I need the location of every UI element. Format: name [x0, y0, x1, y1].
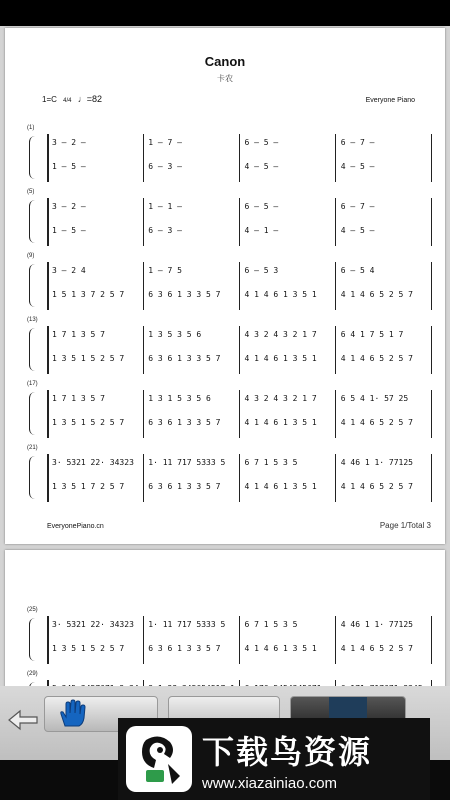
score-title: Canon: [204, 54, 246, 69]
measure-notes: 1 – 5 –: [52, 162, 86, 171]
composer-label: Everyone Piano: [365, 97, 415, 104]
measure-notes: 4 1 4 6 5 2 5 7: [340, 482, 413, 491]
measure-notes: 6 7 1 5 3 5: [244, 458, 298, 467]
measure-notes: 1 3 5 3 5 6: [148, 330, 202, 339]
bird-logo-icon: [124, 724, 194, 794]
score-system: [27, 607, 437, 664]
score-viewer[interactable]: [0, 26, 450, 686]
measure-notes: 6 – 5 4: [340, 266, 375, 275]
measure-notes: 6 4 1 7 5 1 7: [340, 330, 404, 339]
measure-notes: 6 – 5 –: [244, 202, 279, 211]
staff-brace: [29, 456, 36, 499]
measure-notes: 4 1 4 6 1 3 5 1: [244, 482, 317, 491]
measure-notes: 1 – 7 –: [148, 138, 182, 147]
time-signature: 4/4: [63, 98, 72, 104]
measure-notes: 6 – 7 –: [340, 138, 375, 147]
measure-notes: 6 3 6 1 3 3 5 7: [148, 290, 221, 299]
measure-notes: 4 1 4 6 5 2 5 7: [340, 354, 413, 363]
lower-staff-row: [47, 644, 432, 658]
hand-icon: [57, 700, 87, 733]
staff-brace: [29, 618, 36, 661]
measure-notes: 6 3 6 1 3 3 5 7: [148, 482, 221, 491]
measure-notes: 4 46 1 1· 77125: [340, 620, 413, 629]
measure-notes: 4 1 4 6 5 2 5 7: [340, 644, 413, 653]
score-system: [27, 381, 437, 438]
staff-brace: [29, 136, 36, 179]
measure-notes: 6 – 7 –: [340, 202, 375, 211]
staff-brace: [29, 328, 36, 371]
score-system: [27, 317, 437, 374]
measure-notes: 6 3 6 1 3 3 5 7: [148, 418, 221, 427]
lower-staff-row: [47, 482, 432, 496]
measure-notes: 4 3 2 4 3 2 1 7: [244, 394, 317, 403]
measure-notes: 1 3 5 1 5 2 5 7: [52, 354, 125, 363]
lower-staff-row: [47, 354, 432, 368]
lower-staff-row: [47, 226, 432, 240]
score-subtitle: 卡农: [217, 74, 233, 83]
measure-notes: 4 1 4 6 5 2 5 7: [340, 290, 413, 299]
measure-notes: 6 – 5 3: [244, 266, 279, 275]
measure-notes: 4 1 4 6 1 3 5 1: [244, 354, 317, 363]
measure-notes: 4 1 4 6 1 3 5 1: [244, 418, 317, 427]
measure-number: (1): [27, 125, 35, 131]
measure-notes: 4 46 1 1· 77125: [340, 458, 413, 467]
measure-notes: 1· 11 717 5333 5: [148, 620, 226, 629]
measure-notes: 4 – 5 –: [340, 162, 375, 171]
staff-brace: [29, 392, 36, 435]
measure-notes: 1 – 5 –: [52, 226, 86, 235]
measure-notes: 6 7 1 5 3 5: [244, 620, 298, 629]
watermark-url: www.xiazainiao.com: [202, 774, 338, 792]
score-page-1: [5, 28, 445, 544]
measure-number: (25): [27, 607, 38, 613]
upper-staff-row: [47, 138, 432, 152]
measure-notes: 4 – 5 –: [340, 226, 375, 235]
measure-number: (17): [27, 381, 38, 387]
measure-notes: 3 – 2 –: [52, 202, 86, 211]
measure-number: (21): [27, 445, 38, 451]
measure-notes: 1 – 7 5: [148, 266, 182, 275]
measure-number: (5): [27, 189, 35, 195]
measure-notes: 3· 5321 22· 34323: [52, 620, 134, 629]
measure-notes: 4 3 2 4 3 2 1 7: [244, 330, 317, 339]
score-system: [27, 125, 437, 182]
measure-notes: 6 3 6 1 3 3 5 7: [148, 644, 221, 653]
measure-notes: 1 3 5 1 5 2 5 7: [52, 418, 125, 427]
measure-number: (9): [27, 253, 35, 259]
lower-staff-row: [47, 418, 432, 432]
lower-staff-row: [47, 290, 432, 304]
measure-notes: 3 – 2 4: [52, 266, 86, 275]
status-bar: [0, 0, 450, 26]
key-signature: [42, 94, 102, 104]
upper-staff-row: [47, 620, 432, 634]
measure-notes: 1 – 1 –: [148, 202, 182, 211]
measure-notes: 1 3 1 5 3 5 6: [148, 394, 211, 403]
lower-staff-row: [47, 162, 432, 176]
measure-notes: 4 1 4 6 1 3 5 1: [244, 644, 317, 653]
key-label: 1=C: [42, 95, 57, 104]
score-system: [27, 253, 437, 310]
score-system: [27, 189, 437, 246]
upper-staff-row: [47, 330, 432, 344]
back-arrow-icon[interactable]: [6, 708, 40, 732]
staff-brace: [29, 264, 36, 307]
measure-notes: 6 3 6 1 3 3 5 7: [148, 354, 221, 363]
measure-notes: 6 – 3 –: [148, 226, 182, 235]
measure-notes: 6 – 5 –: [244, 138, 279, 147]
upper-staff-row: [47, 458, 432, 472]
measure-notes: 4 – 1 –: [244, 226, 279, 235]
watermark-banner: [118, 718, 430, 800]
measure-notes: 4 – 5 –: [244, 162, 279, 171]
footer-site: EveryonePiano.cn: [47, 523, 104, 530]
measure-notes: 3· 5321 22· 34323: [52, 458, 134, 467]
staff-brace: [29, 200, 36, 243]
measure-notes: 1 7 1 3 5 7: [52, 330, 105, 339]
measure-notes: 1· 11 717 5333 5: [148, 458, 226, 467]
measure-notes: 4 1 4 6 5 2 5 7: [340, 418, 413, 427]
score-system: [27, 445, 437, 502]
tempo-label: ♩=82: [77, 94, 102, 104]
measure-notes: 6 5 4 1· 57 25: [340, 394, 409, 403]
upper-staff-row: [47, 394, 432, 408]
measure-notes: 3 – 2 –: [52, 138, 86, 147]
measure-number: (13): [27, 317, 38, 323]
measure-notes: 1 7 1 3 5 7: [52, 394, 105, 403]
upper-staff-row: [47, 266, 432, 280]
measure-notes: 1 3 5 1 5 2 5 7: [52, 644, 125, 653]
measure-notes: 4 1 4 6 1 3 5 1: [244, 290, 317, 299]
measure-notes: 6 – 3 –: [148, 162, 182, 171]
measure-notes: 1 3 5 1 7 2 5 7: [52, 482, 125, 491]
watermark-title: 下载鸟资源: [202, 733, 373, 770]
page-indicator: Page 1/Total 3: [379, 521, 431, 530]
measure-number: (29): [27, 671, 38, 677]
upper-staff-row: [47, 202, 432, 216]
measure-notes: 1 5 1 3 7 2 5 7: [52, 290, 125, 299]
